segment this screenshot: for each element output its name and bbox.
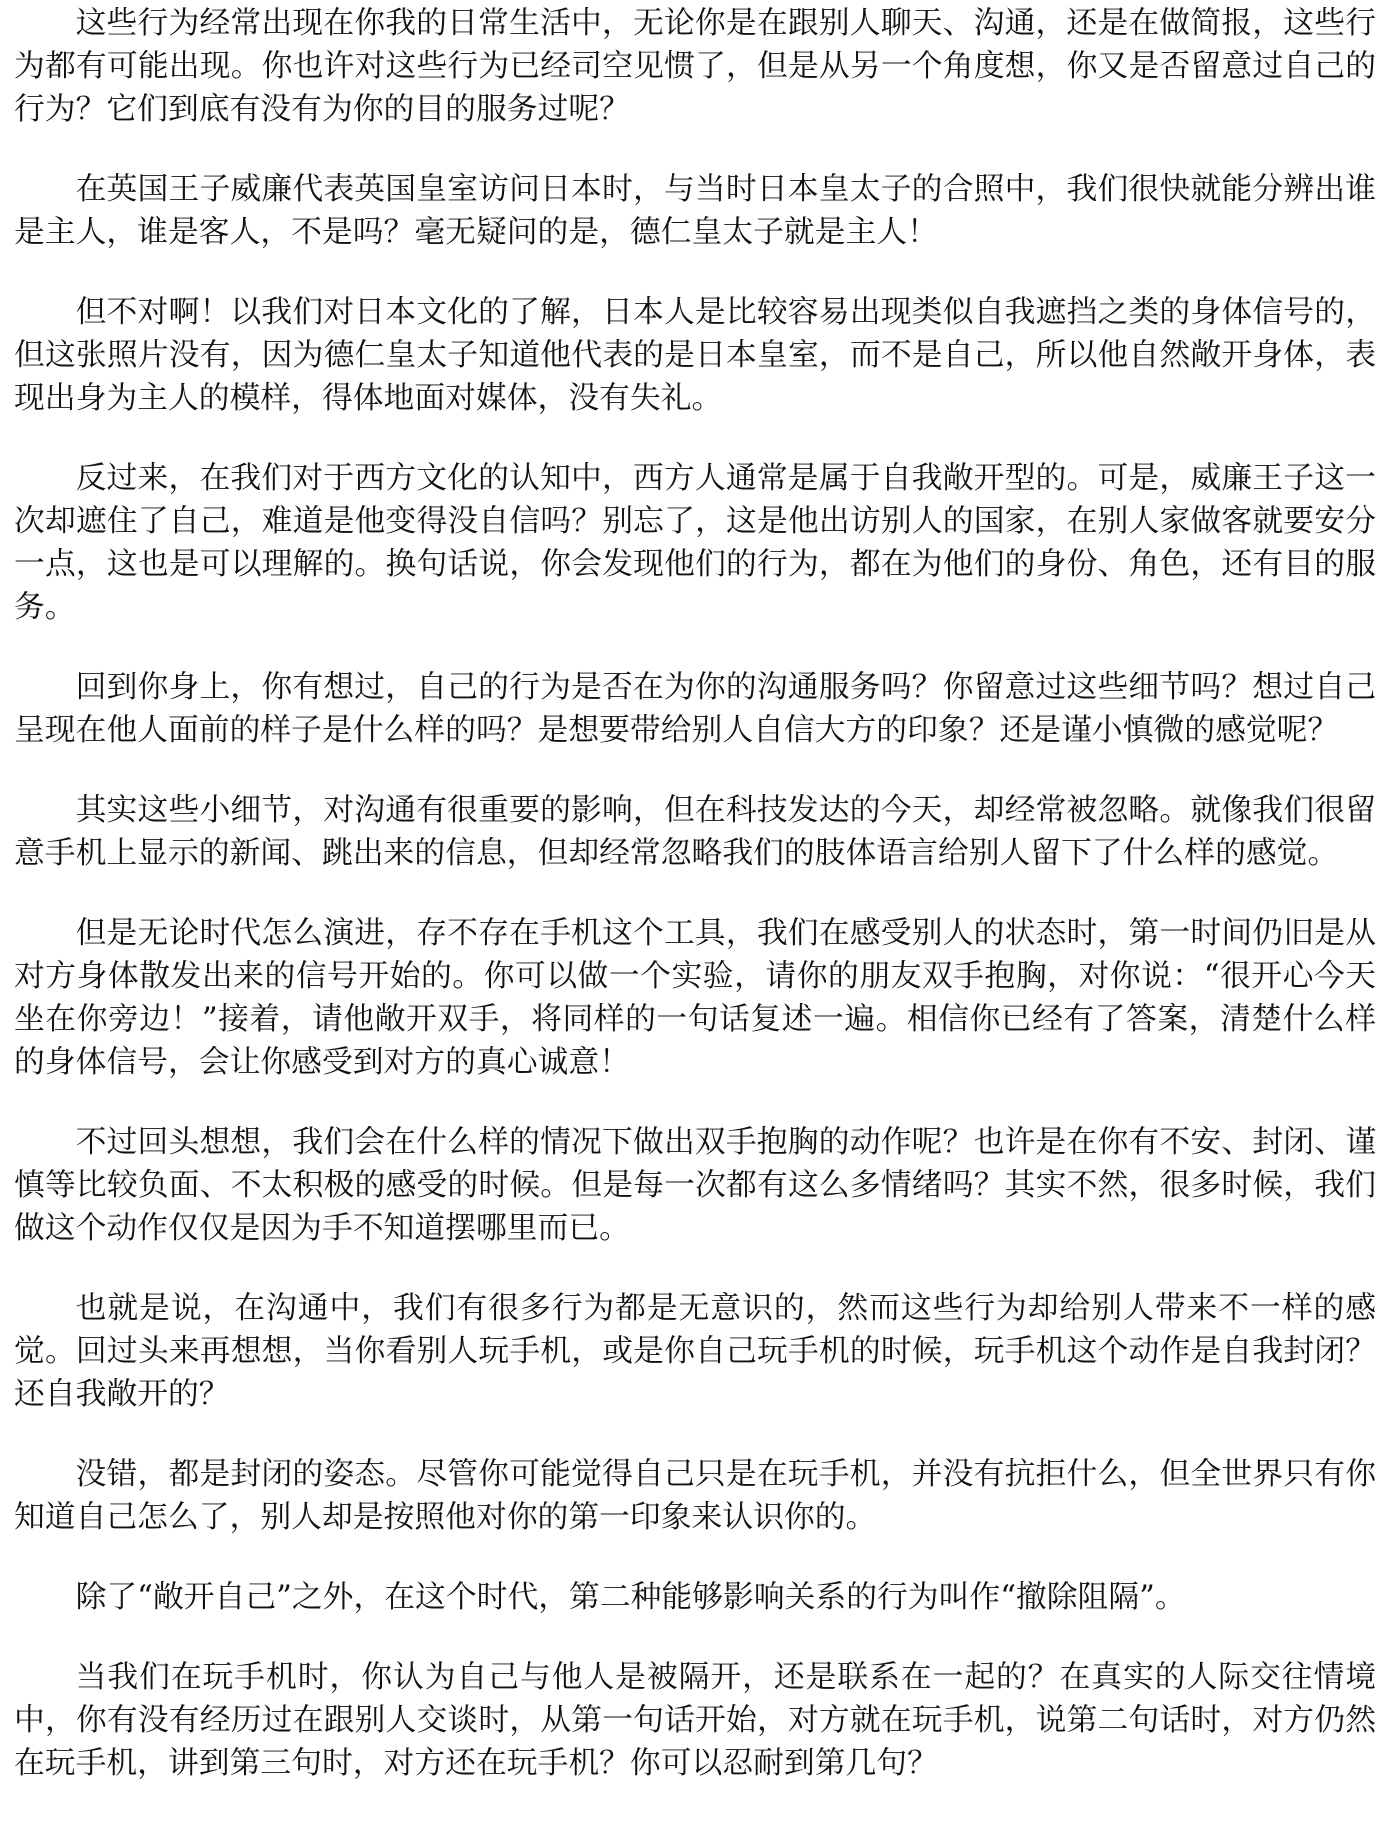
document-body xyxy=(14,2,1376,1822)
paragraph-7: 但是无论时代怎么演进，存不存在手机这个工具，我们在感受别人的状态时，第一时间仍旧是从对方身体散发出来的信号开始的。你可以做一个实验，请你的朋友双手抱胸，对你说：“很开心今天坐在你旁边！”接着，请他敞开双手，将同样的一句话复述一遍。相信你已经有了答案，清楚什么样的身体信号，会让你感受到对方的真心诚意！ xyxy=(14,915,1376,1080)
paragraph-9: 也就是说，在沟通中，我们有很多行为都是无意识的，然而这些行为却给别人带来不一样的感觉。回过头来再想想，当你看别人玩手机，或是你自己玩手机的时候，玩手机这个动作是自我封闭？还自我敞开的？ xyxy=(14,1290,1376,1412)
paragraph-3: 但不对啊！以我们对日本文化的了解，日本人是比较容易出现类似自我遮挡之类的身体信号的，但这张照片没有，因为德仁皇太子知道他代表的是日本皇室，而不是自己，所以他自然敞开身体，表现出身为主人的模样，得体地面对媒体，没有失礼。 xyxy=(14,294,1376,416)
paragraph-8: 不过回头想想，我们会在什么样的情况下做出双手抱胸的动作呢？也许是在你有不安、封闭、谨慎等比较负面、不太积极的感受的时候。但是每一次都有这么多情绪吗？其实不然，很多时候，我们做这个动作仅仅是因为手不知道摆哪里而已。 xyxy=(14,1124,1376,1246)
paragraph-4: 反过来，在我们对于西方文化的认知中，西方人通常是属于自我敞开型的。可是，威廉王子这一次却遮住了自己，难道是他变得没自信吗？别忘了，这是他出访别人的国家，在别人家做客就要安分一点，这也是可以理解的。换句话说，你会发现他们的行为，都在为他们的身份、角色，还有目的服务。 xyxy=(14,460,1376,625)
paragraph-11: 除了“敞开自己”之外，在这个时代，第二种能够影响关系的行为叫作“撤除阻隔”。 xyxy=(75,1579,1186,1615)
paragraph-12: 当我们在玩手机时，你认为自己与他人是被隔开，还是联系在一起的？在真实的人际交往情境中，你有没有经历过在跟别人交谈时，从第一句话开始，对方就在玩手机，说第二句话时，对方仍然在玩手机，讲到第三句时，对方还在玩手机？你可以忍耐到第几句？ xyxy=(14,1659,1376,1781)
paragraph-5: 回到你身上，你有想过，自己的行为是否在为你的沟通服务吗？你留意过这些细节吗？想过自己呈现在他人面前的样子是什么样的吗？是想要带给别人自信大方的印象？还是谨小慎微的感觉呢？ xyxy=(14,669,1376,748)
paragraph-6: 其实这些小细节，对沟通有很重要的影响，但在科技发达的今天，却经常被忽略。就像我们很留意手机上显示的新闻、跳出来的信息，但却经常忽略我们的肢体语言给别人留下了什么样的感觉。 xyxy=(14,792,1376,871)
paragraph-2: 在英国王子威廉代表英国皇室访问日本时，与当时日本皇太子的合照中，我们很快就能分辨出谁是主人，谁是客人，不是吗？毫无疑问的是，德仁皇太子就是主人！ xyxy=(14,171,1376,250)
paragraph-10: 没错，都是封闭的姿态。尽管你可能觉得自己只是在玩手机，并没有抗拒什么，但全世界只有你知道自己怎么了，别人却是按照他对你的第一印象来认识你的。 xyxy=(14,1456,1376,1535)
paragraph-1: 这些行为经常出现在你我的日常生活中，无论你是在跟别人聊天、沟通，还是在做简报，这些行为都有可能出现。你也许对这些行为已经司空见惯了，但是从另一个角度想，你又是否留意过自己的行为？它们到底有没有为你的目的服务过呢？ xyxy=(14,5,1376,127)
